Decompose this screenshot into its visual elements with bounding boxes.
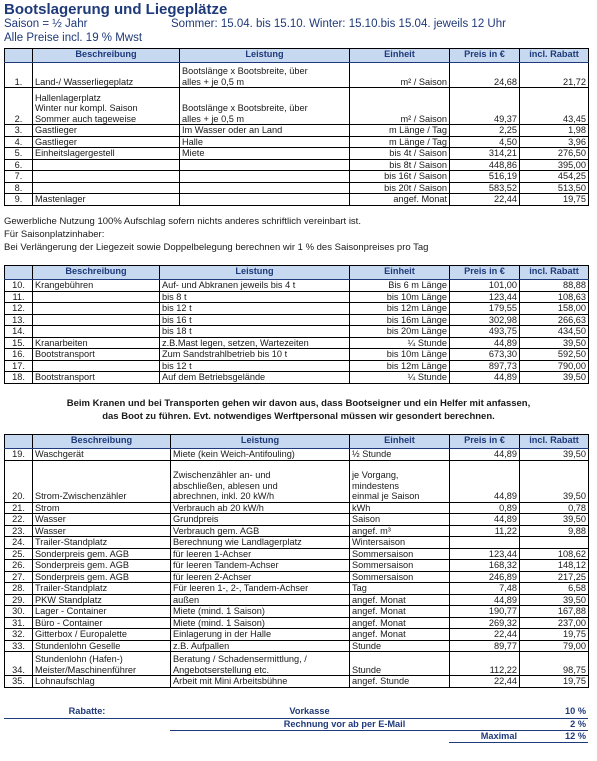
row-beschreibung: Gastlieger bbox=[33, 136, 180, 148]
table-row bbox=[5, 502, 589, 514]
table-row bbox=[5, 640, 589, 652]
row-beschreibung: Land-/ Wasserliegeplatz bbox=[33, 63, 180, 88]
row-rabatt: 790,00 bbox=[520, 360, 589, 372]
row-preis: 44,89 bbox=[450, 337, 520, 349]
row-leistung: Miete (mind. 1 Saison) bbox=[171, 606, 350, 618]
row-einheit: bis 10m Länge bbox=[350, 349, 450, 361]
row-beschreibung: Stundenlohn (Hafen-) Meister/Maschinenführer bbox=[33, 652, 171, 676]
col-preis: Preis in € bbox=[450, 266, 520, 280]
row-beschreibung bbox=[33, 360, 160, 372]
row-rabatt: 39,50 bbox=[520, 460, 589, 502]
row-rabatt: 108,62 bbox=[520, 548, 589, 560]
col-rabatt: incl. Rabatt bbox=[520, 266, 589, 280]
row-einheit: Wintersaison bbox=[350, 537, 450, 549]
table-row bbox=[5, 617, 589, 629]
row-rabatt: 21,72 bbox=[520, 63, 589, 88]
row-leistung: Zum Sandstrahlbetrieb bis 10 t bbox=[160, 349, 350, 361]
col-einheit: Einheit bbox=[350, 435, 450, 449]
table-row bbox=[5, 652, 589, 676]
table-header-row bbox=[5, 435, 589, 449]
row-beschreibung bbox=[33, 291, 160, 303]
row-rabatt: 39,50 bbox=[520, 449, 589, 461]
row-beschreibung: Waschgerät bbox=[33, 449, 171, 461]
table-row bbox=[5, 171, 589, 183]
row-leistung: Für leeren 1-, 2-, Tandem-Achser bbox=[171, 583, 350, 595]
row-leistung: Miete (mind. 1 Saison) bbox=[171, 617, 350, 629]
row-einheit: bis 20t / Saison bbox=[350, 182, 450, 194]
col-preis: Preis in € bbox=[450, 49, 520, 63]
row-einheit: angef. Monat bbox=[350, 629, 450, 641]
col-beschreibung: Beschreibung bbox=[33, 49, 180, 63]
row-preis: 4,50 bbox=[450, 136, 520, 148]
row-preis: 168,32 bbox=[450, 560, 520, 572]
row-preis: 123,44 bbox=[450, 291, 520, 303]
row-beschreibung bbox=[33, 171, 180, 183]
row-rabatt: 276,50 bbox=[520, 148, 589, 160]
row-beschreibung: Trailer-Standplatz bbox=[33, 583, 171, 595]
row-beschreibung: Büro - Container bbox=[33, 617, 171, 629]
row-rabatt: 79,00 bbox=[520, 640, 589, 652]
row-beschreibung: Trailer-Standplatz bbox=[33, 537, 171, 549]
row-rabatt: 98,75 bbox=[520, 652, 589, 676]
table-row bbox=[5, 537, 589, 549]
row-preis: 0,89 bbox=[450, 502, 520, 514]
row-einheit: bis 8t / Saison bbox=[350, 159, 450, 171]
row-leistung: Auf dem Betriebsgelände bbox=[160, 372, 350, 384]
row-leistung: bis 18 t bbox=[160, 326, 350, 338]
row-leistung: bis 8 t bbox=[160, 291, 350, 303]
row-number: 20. bbox=[5, 460, 33, 502]
col-preis: Preis in € bbox=[450, 435, 520, 449]
row-number: 31. bbox=[5, 617, 33, 629]
table-row bbox=[5, 629, 589, 641]
row-leistung: bis 12 t bbox=[160, 303, 350, 315]
row-rabatt: 148,12 bbox=[520, 560, 589, 572]
row-number: 19. bbox=[5, 449, 33, 461]
row-einheit: Bis 6 m Länge bbox=[350, 280, 450, 292]
table-row bbox=[5, 606, 589, 618]
row-rabatt: 0,78 bbox=[520, 502, 589, 514]
row-preis: 22,44 bbox=[450, 194, 520, 206]
rabatte-label: Rabatte: bbox=[4, 706, 170, 718]
row-preis: 179,55 bbox=[450, 303, 520, 315]
row-leistung: Zwischenzähler an- und abschließen, ablesen und abrechnen, inkl. 20 kW/h bbox=[171, 460, 350, 502]
row-number: 7. bbox=[5, 171, 33, 183]
row-number: 10. bbox=[5, 280, 33, 292]
row-beschreibung: Strom-Zwischenzähler bbox=[33, 460, 171, 502]
table-row bbox=[5, 194, 589, 206]
row-number: 15. bbox=[5, 337, 33, 349]
row-beschreibung: Strom bbox=[33, 502, 171, 514]
email-label: Rechnung vor ab per E-Mail bbox=[170, 718, 519, 730]
row-preis: 246,89 bbox=[450, 571, 520, 583]
row-preis: 44,89 bbox=[450, 594, 520, 606]
row-einheit: Tag bbox=[350, 583, 450, 595]
row-number: 29. bbox=[5, 594, 33, 606]
row-preis: 7,48 bbox=[450, 583, 520, 595]
row-beschreibung bbox=[33, 159, 180, 171]
row-einheit: angef. m³ bbox=[350, 525, 450, 537]
row-beschreibung: Wasser bbox=[33, 514, 171, 526]
row-leistung: für leeren 2-Achser bbox=[171, 571, 350, 583]
row-rabatt: 434,50 bbox=[520, 326, 589, 338]
table-header-row bbox=[5, 49, 589, 63]
table-row bbox=[5, 303, 589, 315]
row-leistung: Miete bbox=[180, 148, 350, 160]
row-leistung: Bootslänge x Bootsbreite, über alles + je 0,5 m bbox=[180, 88, 350, 125]
note-gewerblich: Gewerbliche Nutzung 100% Aufschlag sofern nichts anderes schriftlich vereinbart ist. bbox=[4, 216, 361, 227]
row-preis: 22,44 bbox=[450, 629, 520, 641]
row-beschreibung: Gitterbox / Europalette bbox=[33, 629, 171, 641]
row-beschreibung: Stundenlohn Geselle bbox=[33, 640, 171, 652]
row-leistung: Grundpreis bbox=[171, 514, 350, 526]
row-number: 9. bbox=[5, 194, 33, 206]
row-number: 8. bbox=[5, 182, 33, 194]
row-rabatt: 167,88 bbox=[520, 606, 589, 618]
table-row bbox=[5, 349, 589, 361]
row-number: 28. bbox=[5, 583, 33, 595]
row-rabatt bbox=[520, 537, 589, 549]
table-row bbox=[5, 125, 589, 137]
row-number: 6. bbox=[5, 159, 33, 171]
table-row bbox=[5, 182, 589, 194]
row-rabatt: 6,58 bbox=[520, 583, 589, 595]
row-number: 23. bbox=[5, 525, 33, 537]
row-einheit: angef. Monat bbox=[350, 594, 450, 606]
row-beschreibung: Sonderpreis gem. AGB bbox=[33, 560, 171, 572]
col-einheit: Einheit bbox=[350, 266, 450, 280]
row-number: 17. bbox=[5, 360, 33, 372]
email-value: 2 % bbox=[519, 718, 588, 730]
row-beschreibung: Mastenlager bbox=[33, 194, 180, 206]
row-beschreibung bbox=[33, 303, 160, 315]
row-number: 4. bbox=[5, 136, 33, 148]
row-beschreibung bbox=[33, 314, 160, 326]
row-beschreibung: Kranarbeiten bbox=[33, 337, 160, 349]
row-number: 3. bbox=[5, 125, 33, 137]
col-leistung: Leistung bbox=[160, 266, 350, 280]
table-sonstiges bbox=[4, 434, 589, 688]
row-number: 27. bbox=[5, 571, 33, 583]
table-row bbox=[5, 571, 589, 583]
row-rabatt: 39,50 bbox=[520, 372, 589, 384]
row-einheit: Stunde bbox=[350, 640, 450, 652]
row-einheit: Stunde bbox=[350, 652, 450, 676]
col-rabatt: incl. Rabatt bbox=[520, 435, 589, 449]
col-beschreibung: Beschreibung bbox=[33, 435, 171, 449]
row-number: 22. bbox=[5, 514, 33, 526]
table-row bbox=[5, 88, 589, 125]
row-number: 26. bbox=[5, 560, 33, 572]
row-preis: 302,98 bbox=[450, 314, 520, 326]
row-number: 12. bbox=[5, 303, 33, 315]
row-preis: 44,89 bbox=[450, 460, 520, 502]
row-number: 14. bbox=[5, 326, 33, 338]
row-einheit: bis 4t / Saison bbox=[350, 148, 450, 160]
table-row bbox=[5, 372, 589, 384]
row-rabatt: 395,00 bbox=[520, 159, 589, 171]
row-number: 2. bbox=[5, 88, 33, 125]
row-number: 34. bbox=[5, 652, 33, 676]
row-leistung bbox=[180, 182, 350, 194]
row-leistung: Beratung / Schadensermittlung, / Angebotserstellung etc. bbox=[171, 652, 350, 676]
row-einheit: m² / Saison bbox=[350, 63, 450, 88]
table-row bbox=[5, 326, 589, 338]
col-rabatt: incl. Rabatt bbox=[520, 49, 589, 63]
table-row bbox=[5, 594, 589, 606]
row-preis: 22,44 bbox=[450, 676, 520, 688]
row-einheit: bis 16m Länge bbox=[350, 314, 450, 326]
row-rabatt: 592,50 bbox=[520, 349, 589, 361]
row-einheit: bis 20m Länge bbox=[350, 326, 450, 338]
table-row bbox=[5, 63, 589, 88]
row-rabatt: 454,25 bbox=[520, 171, 589, 183]
row-beschreibung: Lager - Container bbox=[33, 606, 171, 618]
row-beschreibung bbox=[33, 326, 160, 338]
row-rabatt: 9,88 bbox=[520, 525, 589, 537]
table-header-row bbox=[5, 266, 589, 280]
row-einheit: Sommersaison bbox=[350, 548, 450, 560]
row-einheit: m Länge / Tag bbox=[350, 136, 450, 148]
row-preis: 583,52 bbox=[450, 182, 520, 194]
row-einheit: kWh bbox=[350, 502, 450, 514]
row-beschreibung bbox=[33, 182, 180, 194]
row-preis: 112,22 bbox=[450, 652, 520, 676]
row-leistung: Berechnung wie Landlagerplatz bbox=[171, 537, 350, 549]
row-rabatt: 158,00 bbox=[520, 303, 589, 315]
row-preis: 493,75 bbox=[450, 326, 520, 338]
table-row bbox=[5, 583, 589, 595]
row-preis: 448,86 bbox=[450, 159, 520, 171]
page-title: Bootslagerung und Liegeplätze bbox=[4, 1, 228, 18]
row-rabatt: 43,45 bbox=[520, 88, 589, 125]
row-einheit: Saison bbox=[350, 514, 450, 526]
row-number: 16. bbox=[5, 349, 33, 361]
col-leistung: Leistung bbox=[171, 435, 350, 449]
row-leistung: für leeren Tandem-Achser bbox=[171, 560, 350, 572]
row-rabatt: 513,50 bbox=[520, 182, 589, 194]
row-preis: 314,21 bbox=[450, 148, 520, 160]
table-liegeplaetze bbox=[4, 48, 589, 206]
row-rabatt: 39,50 bbox=[520, 337, 589, 349]
row-leistung bbox=[180, 194, 350, 206]
row-leistung: Halle bbox=[180, 136, 350, 148]
row-number: 35. bbox=[5, 676, 33, 688]
row-leistung: bis 12 t bbox=[160, 360, 350, 372]
row-einheit: m Länge / Tag bbox=[350, 125, 450, 137]
maximal-label: Maximal bbox=[449, 730, 519, 742]
row-einheit: bis 10m Länge bbox=[350, 291, 450, 303]
row-einheit: angef. Monat bbox=[350, 606, 450, 618]
row-leistung: Einlagerung in der Halle bbox=[171, 629, 350, 641]
row-leistung: Im Wasser oder an Land bbox=[180, 125, 350, 137]
col-einheit: Einheit bbox=[350, 49, 450, 63]
row-einheit: m² / Saison bbox=[350, 88, 450, 125]
table-row bbox=[5, 460, 589, 502]
row-beschreibung: Sonderpreis gem. AGB bbox=[33, 571, 171, 583]
row-rabatt: 266,63 bbox=[520, 314, 589, 326]
row-rabatt: 39,50 bbox=[520, 514, 589, 526]
row-leistung: für leeren 1-Achser bbox=[171, 548, 350, 560]
row-rabatt: 3,96 bbox=[520, 136, 589, 148]
row-preis: 44,89 bbox=[450, 514, 520, 526]
table-row bbox=[5, 291, 589, 303]
row-leistung: z.B. Aufpallen bbox=[171, 640, 350, 652]
row-beschreibung: Hallenlagerplatz Winter nur kompl. Saison Sommer auch tageweise bbox=[33, 88, 180, 125]
row-rabatt: 39,50 bbox=[520, 594, 589, 606]
row-beschreibung: Gastlieger bbox=[33, 125, 180, 137]
vat-line: Alle Preise incl. 19 % Mwst bbox=[4, 32, 143, 44]
note-werftpersonal: das Boot zu führen. Evt. notwendiges Werftpersonal müssen wir gesondert berechnen. bbox=[102, 411, 495, 422]
row-number: 33. bbox=[5, 640, 33, 652]
row-einheit: je Vorgang, mindestens einmal je Saison bbox=[350, 460, 450, 502]
row-preis: 190,77 bbox=[450, 606, 520, 618]
row-einheit: angef. Monat bbox=[350, 194, 450, 206]
row-number: 30. bbox=[5, 606, 33, 618]
table-row bbox=[5, 514, 589, 526]
row-number: 25. bbox=[5, 548, 33, 560]
row-preis: 24,68 bbox=[450, 63, 520, 88]
table-row bbox=[5, 560, 589, 572]
row-preis: 44,89 bbox=[450, 372, 520, 384]
table-row bbox=[5, 148, 589, 160]
row-preis: 516,19 bbox=[450, 171, 520, 183]
row-beschreibung: Bootstransport bbox=[33, 372, 160, 384]
row-preis: 2,25 bbox=[450, 125, 520, 137]
row-leistung bbox=[180, 171, 350, 183]
row-number: 18. bbox=[5, 372, 33, 384]
season-dates: Sommer: 15.04. bis 15.10. Winter: 15.10.bis 15.04. jeweils 12 Uhr bbox=[171, 18, 506, 30]
row-leistung: Arbeit mit Mini Arbeitsbühne bbox=[171, 676, 350, 688]
row-number: 13. bbox=[5, 314, 33, 326]
note-verlaengerung: Bei Verlängerung der Liegezeit sowie Doppelbelegung berechnen wir 1 % des Saisonpreises pro Tag bbox=[4, 242, 429, 253]
row-leistung: Verbrauch ab 20 kW/h bbox=[171, 502, 350, 514]
row-preis bbox=[450, 537, 520, 549]
vorkasse-value: 10 % bbox=[519, 706, 588, 718]
row-rabatt: 1,98 bbox=[520, 125, 589, 137]
row-number: 32. bbox=[5, 629, 33, 641]
row-leistung: außen bbox=[171, 594, 350, 606]
maximal-value: 12 % bbox=[519, 730, 588, 742]
table-row bbox=[5, 548, 589, 560]
row-preis: 89,77 bbox=[450, 640, 520, 652]
row-einheit: Sommersaison bbox=[350, 560, 450, 572]
row-beschreibung: Krangebühren bbox=[33, 280, 160, 292]
row-preis: 269,32 bbox=[450, 617, 520, 629]
table-row bbox=[5, 449, 589, 461]
row-leistung: Verbrauch gem. AGB bbox=[171, 525, 350, 537]
note-saisonplatz: Für Saisonplatzinhaber: bbox=[4, 229, 105, 240]
table-row bbox=[5, 280, 589, 292]
row-beschreibung: Einheitslagergestell bbox=[33, 148, 180, 160]
row-einheit: Sommersaison bbox=[350, 571, 450, 583]
row-leistung: bis 16 t bbox=[160, 314, 350, 326]
table-row bbox=[5, 136, 589, 148]
row-einheit: bis 16t / Saison bbox=[350, 171, 450, 183]
note-kranen: Beim Kranen und bei Transporten gehen wir davon aus, dass Bootseigner und ein Helfer mit anfassen, bbox=[66, 398, 531, 409]
row-preis: 44,89 bbox=[450, 449, 520, 461]
row-einheit: ¼ Stunde bbox=[350, 337, 450, 349]
row-einheit: angef. Stunde bbox=[350, 676, 450, 688]
row-preis: 673,30 bbox=[450, 349, 520, 361]
row-number: 24. bbox=[5, 537, 33, 549]
row-einheit: ½ Stunde bbox=[350, 449, 450, 461]
row-leistung: Bootslänge x Bootsbreite, über alles + je 0,5 m bbox=[180, 63, 350, 88]
table-row bbox=[5, 360, 589, 372]
row-preis: 11,22 bbox=[450, 525, 520, 537]
row-rabatt: 19,75 bbox=[520, 629, 589, 641]
table-row bbox=[5, 159, 589, 171]
row-number: 21. bbox=[5, 502, 33, 514]
row-number: 11. bbox=[5, 291, 33, 303]
row-beschreibung: Wasser bbox=[33, 525, 171, 537]
table-row bbox=[5, 525, 589, 537]
row-beschreibung: Sonderpreis gem. AGB bbox=[33, 548, 171, 560]
row-preis: 897,73 bbox=[450, 360, 520, 372]
row-leistung: Miete (kein Weich-Antifouling) bbox=[171, 449, 350, 461]
row-einheit: ¼ Stunde bbox=[350, 372, 450, 384]
table-row bbox=[5, 314, 589, 326]
row-preis: 101,00 bbox=[450, 280, 520, 292]
row-rabatt: 237,00 bbox=[520, 617, 589, 629]
row-rabatt: 19,75 bbox=[520, 676, 589, 688]
row-rabatt: 108,63 bbox=[520, 291, 589, 303]
col-leistung: Leistung bbox=[180, 49, 350, 63]
season-line: Saison = ½ Jahr bbox=[4, 18, 88, 30]
col-beschreibung: Beschreibung bbox=[33, 266, 160, 280]
vorkasse-label: Vorkasse bbox=[170, 706, 449, 718]
row-leistung: Auf- und Abkranen jeweils bis 4 t bbox=[160, 280, 350, 292]
row-leistung: z.B.Mast legen, setzen, Wartezeiten bbox=[160, 337, 350, 349]
row-preis: 123,44 bbox=[450, 548, 520, 560]
row-beschreibung: Bootstransport bbox=[33, 349, 160, 361]
row-rabatt: 88,88 bbox=[520, 280, 589, 292]
row-beschreibung: PKW Standplatz bbox=[33, 594, 171, 606]
table-kran bbox=[4, 265, 589, 384]
row-einheit: bis 12m Länge bbox=[350, 360, 450, 372]
row-beschreibung: Lohnaufschlag bbox=[33, 676, 171, 688]
table-row bbox=[5, 676, 589, 688]
row-rabatt: 217,25 bbox=[520, 571, 589, 583]
rabatte-table bbox=[4, 706, 588, 743]
row-leistung bbox=[180, 159, 350, 171]
row-einheit: angef. Monat bbox=[350, 617, 450, 629]
row-rabatt: 19,75 bbox=[520, 194, 589, 206]
table-row bbox=[5, 337, 589, 349]
row-einheit: bis 12m Länge bbox=[350, 303, 450, 315]
row-number: 5. bbox=[5, 148, 33, 160]
row-preis: 49,37 bbox=[450, 88, 520, 125]
row-number: 1. bbox=[5, 63, 33, 88]
